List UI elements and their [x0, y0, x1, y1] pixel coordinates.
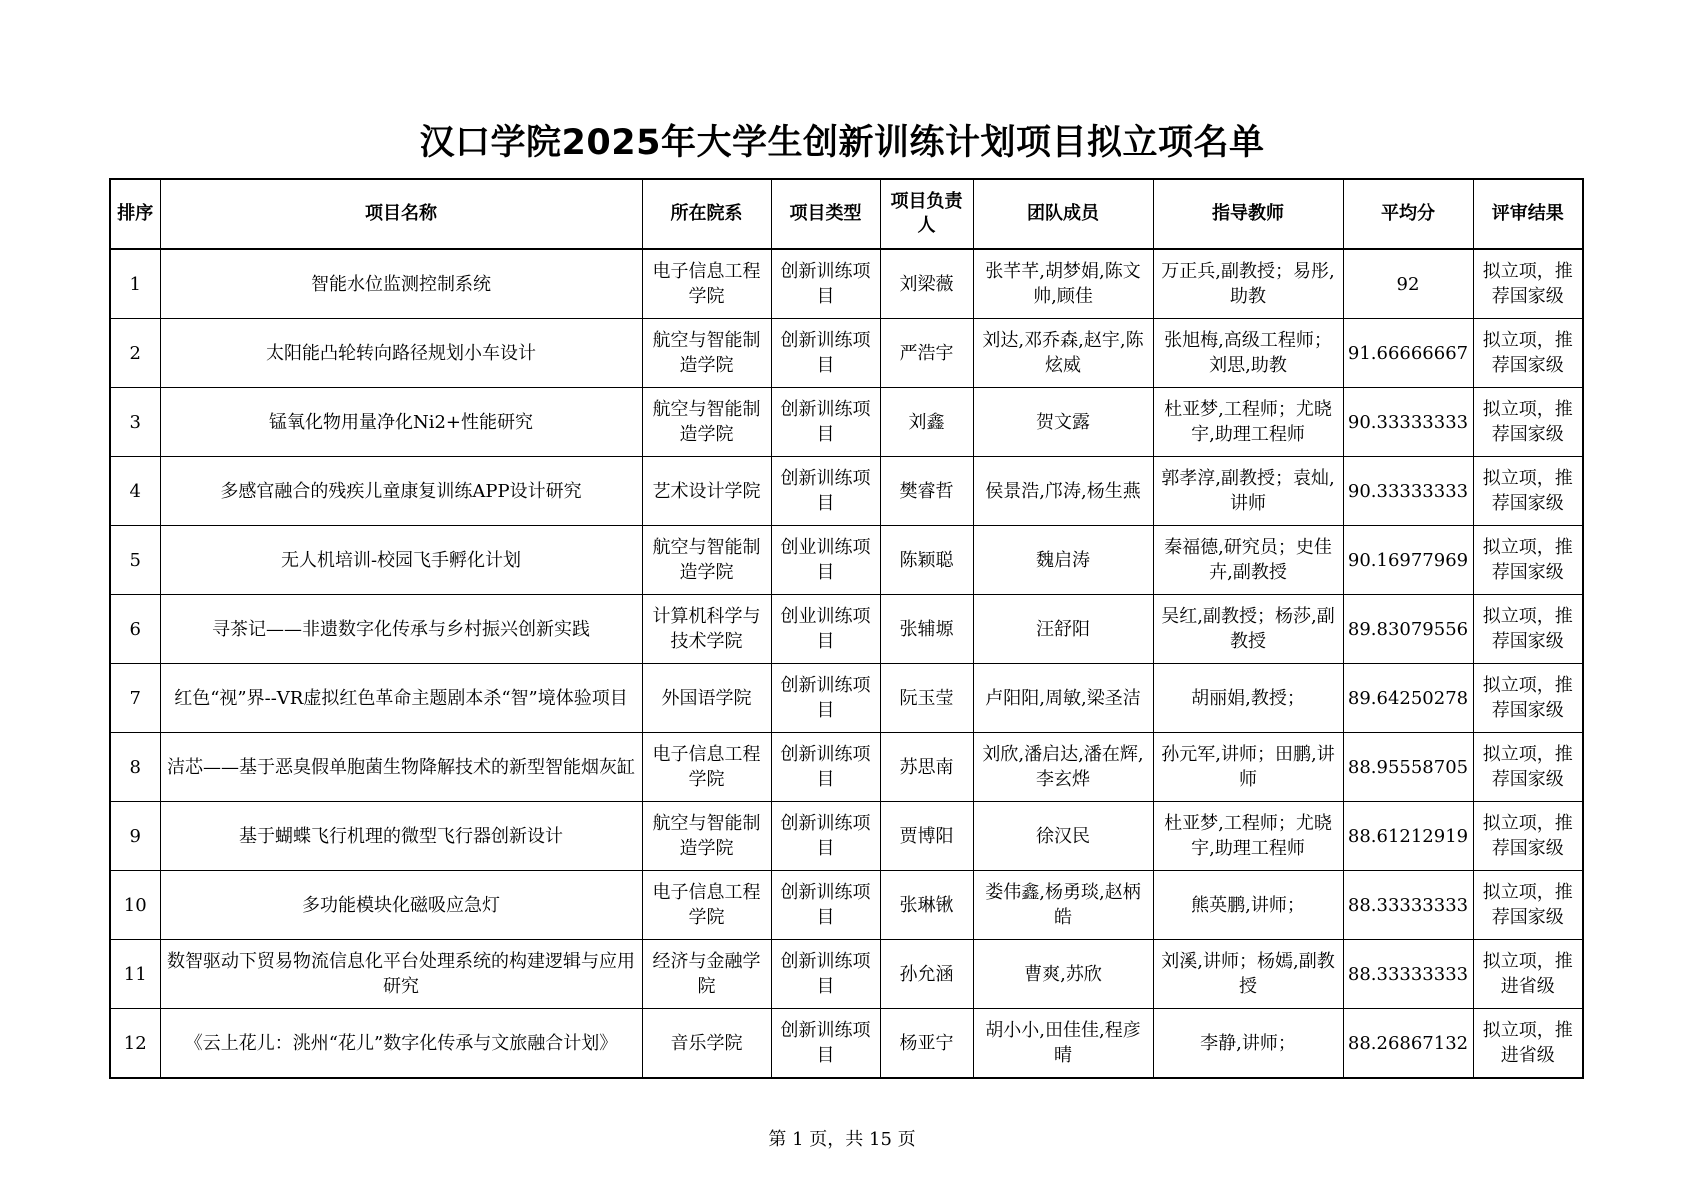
column-header-rank: 排序 [110, 179, 160, 249]
cell-team-members: 卢阳阳,周敏,梁圣洁 [973, 664, 1153, 733]
cell-review-result: 拟立项，推荐国家级 [1473, 802, 1583, 871]
cell-advisor: 吴红,副教授；杨莎,副教授 [1153, 595, 1343, 664]
table-row [110, 871, 1583, 940]
cell-advisor: 李静,讲师； [1153, 1009, 1343, 1079]
column-header-project-name: 项目名称 [160, 179, 642, 249]
table-row [110, 388, 1583, 457]
cell-project-type: 创新训练项目 [771, 733, 880, 802]
cell-department: 音乐学院 [642, 1009, 771, 1079]
cell-leader: 樊睿哲 [880, 457, 973, 526]
column-header-team-members: 团队成员 [973, 179, 1153, 249]
cell-advisor: 秦福德,研究员；史佳卉,副教授 [1153, 526, 1343, 595]
cell-project-name: 基于蝴蝶飞行机理的微型飞行器创新设计 [160, 802, 642, 871]
cell-team-members: 贺文露 [973, 388, 1153, 457]
cell-project-name: 多功能模块化磁吸应急灯 [160, 871, 642, 940]
cell-project-name: 数智驱动下贸易物流信息化平台处理系统的构建逻辑与应用研究 [160, 940, 642, 1009]
cell-advisor: 郭孝淳,副教授；袁灿,讲师 [1153, 457, 1343, 526]
column-header-advisor: 指导教师 [1153, 179, 1343, 249]
cell-project-type: 创新训练项目 [771, 664, 880, 733]
cell-rank: 10 [110, 871, 160, 940]
document-title: 汉口学院2025年大学生创新训练计划项目拟立项名单 [419, 123, 1265, 163]
cell-advisor: 刘溪,讲师；杨嫣,副教授 [1153, 940, 1343, 1009]
cell-review-result: 拟立项，推荐国家级 [1473, 457, 1583, 526]
cell-average-score: 89.83079556 [1343, 595, 1473, 664]
table-header-row [110, 179, 1583, 249]
cell-advisor: 熊英鹏,讲师； [1153, 871, 1343, 940]
cell-department: 经济与金融学院 [642, 940, 771, 1009]
cell-department: 艺术设计学院 [642, 457, 771, 526]
cell-advisor: 胡丽娟,教授； [1153, 664, 1343, 733]
cell-advisor: 张旭梅,高级工程师；刘思,助教 [1153, 319, 1343, 388]
table-row [110, 595, 1583, 664]
cell-rank: 2 [110, 319, 160, 388]
cell-rank: 9 [110, 802, 160, 871]
cell-department: 电子信息工程学院 [642, 733, 771, 802]
cell-average-score: 88.61212919 [1343, 802, 1473, 871]
cell-rank: 12 [110, 1009, 160, 1079]
cell-project-name: 太阳能凸轮转向路径规划小车设计 [160, 319, 642, 388]
cell-leader: 严浩宇 [880, 319, 973, 388]
column-header-project-type: 项目类型 [771, 179, 880, 249]
cell-rank: 11 [110, 940, 160, 1009]
cell-rank: 7 [110, 664, 160, 733]
cell-department: 外国语学院 [642, 664, 771, 733]
cell-team-members: 胡小小,田佳佳,程彦晴 [973, 1009, 1153, 1079]
cell-team-members: 徐汉民 [973, 802, 1153, 871]
cell-average-score: 88.33333333 [1343, 940, 1473, 1009]
table-row [110, 319, 1583, 388]
cell-rank: 5 [110, 526, 160, 595]
cell-project-name: 多感官融合的残疾儿童康复训练APP设计研究 [160, 457, 642, 526]
table-row [110, 1009, 1583, 1079]
cell-department: 电子信息工程学院 [642, 249, 771, 319]
cell-department: 电子信息工程学院 [642, 871, 771, 940]
cell-department: 航空与智能制造学院 [642, 388, 771, 457]
cell-average-score: 88.95558705 [1343, 733, 1473, 802]
cell-department: 航空与智能制造学院 [642, 526, 771, 595]
cell-project-type: 创新训练项目 [771, 319, 880, 388]
column-header-leader: 项目负责人 [880, 179, 973, 249]
cell-average-score: 88.33333333 [1343, 871, 1473, 940]
cell-average-score: 92 [1343, 249, 1473, 319]
cell-leader: 张琳锹 [880, 871, 973, 940]
cell-project-name: 寻茶记——非遗数字化传承与乡村振兴创新实践 [160, 595, 642, 664]
cell-project-name: 洁芯——基于恶臭假单胞菌生物降解技术的新型智能烟灰缸 [160, 733, 642, 802]
cell-leader: 刘梁薇 [880, 249, 973, 319]
cell-team-members: 刘达,邓乔森,赵宇,陈炫威 [973, 319, 1153, 388]
cell-department: 计算机科学与技术学院 [642, 595, 771, 664]
table-row [110, 664, 1583, 733]
table-row [110, 802, 1583, 871]
cell-review-result: 拟立项，推荐国家级 [1473, 595, 1583, 664]
cell-project-type: 创新训练项目 [771, 802, 880, 871]
cell-project-type: 创新训练项目 [771, 457, 880, 526]
cell-rank: 6 [110, 595, 160, 664]
table-row [110, 457, 1583, 526]
cell-project-type: 创业训练项目 [771, 526, 880, 595]
table-row [110, 249, 1583, 319]
cell-project-name: 智能水位监测控制系统 [160, 249, 642, 319]
cell-advisor: 杜亚梦,工程师；尤晓宇,助理工程师 [1153, 388, 1343, 457]
cell-rank: 1 [110, 249, 160, 319]
cell-project-name: 锰氧化物用量净化Ni2+性能研究 [160, 388, 642, 457]
cell-project-name: 红色“视”界--VR虚拟红色革命主题剧本杀“智”境体验项目 [160, 664, 642, 733]
cell-team-members: 娄伟鑫,杨勇琰,赵柄皓 [973, 871, 1153, 940]
cell-team-members: 曹爽,苏欣 [973, 940, 1153, 1009]
cell-leader: 贾博阳 [880, 802, 973, 871]
cell-leader: 刘鑫 [880, 388, 973, 457]
cell-project-name: 《云上花儿：洮州“花儿”数字化传承与文旅融合计划》 [160, 1009, 642, 1079]
column-header-review-result: 评审结果 [1473, 179, 1583, 249]
cell-review-result: 拟立项，推荐国家级 [1473, 388, 1583, 457]
cell-leader: 苏思南 [880, 733, 973, 802]
cell-project-type: 创新训练项目 [771, 1009, 880, 1079]
cell-team-members: 魏启涛 [973, 526, 1153, 595]
cell-leader: 陈颖聪 [880, 526, 973, 595]
cell-department: 航空与智能制造学院 [642, 319, 771, 388]
cell-project-type: 创业训练项目 [771, 595, 880, 664]
cell-review-result: 拟立项，推进省级 [1473, 940, 1583, 1009]
cell-average-score: 89.64250278 [1343, 664, 1473, 733]
cell-advisor: 万正兵,副教授；易彤,助教 [1153, 249, 1343, 319]
cell-review-result: 拟立项，推进省级 [1473, 1009, 1583, 1079]
cell-review-result: 拟立项，推荐国家级 [1473, 733, 1583, 802]
cell-team-members: 张芊芊,胡梦娟,陈文帅,顾佳 [973, 249, 1153, 319]
cell-leader: 杨亚宁 [880, 1009, 973, 1079]
project-list-table [109, 178, 1584, 1079]
table-row [110, 526, 1583, 595]
cell-team-members: 刘欣,潘启达,潘在辉,李玄烨 [973, 733, 1153, 802]
page-number-footer: 第 1 页，共 15 页 [768, 1129, 916, 1150]
cell-rank: 4 [110, 457, 160, 526]
cell-project-name: 无人机培训-校园飞手孵化计划 [160, 526, 642, 595]
cell-leader: 阮玉莹 [880, 664, 973, 733]
cell-leader: 孙允涵 [880, 940, 973, 1009]
cell-review-result: 拟立项，推荐国家级 [1473, 526, 1583, 595]
cell-project-type: 创新训练项目 [771, 871, 880, 940]
column-header-department: 所在院系 [642, 179, 771, 249]
cell-average-score: 90.16977969 [1343, 526, 1473, 595]
cell-review-result: 拟立项，推荐国家级 [1473, 319, 1583, 388]
cell-advisor: 孙元军,讲师；田鹏,讲师 [1153, 733, 1343, 802]
cell-rank: 8 [110, 733, 160, 802]
cell-leader: 张辅塬 [880, 595, 973, 664]
column-header-average-score: 平均分 [1343, 179, 1473, 249]
cell-project-type: 创新训练项目 [771, 249, 880, 319]
cell-review-result: 拟立项，推荐国家级 [1473, 664, 1583, 733]
cell-project-type: 创新训练项目 [771, 940, 880, 1009]
cell-review-result: 拟立项，推荐国家级 [1473, 871, 1583, 940]
cell-department: 航空与智能制造学院 [642, 802, 771, 871]
cell-average-score: 90.33333333 [1343, 457, 1473, 526]
table-row [110, 733, 1583, 802]
cell-average-score: 88.26867132 [1343, 1009, 1473, 1079]
table-row [110, 940, 1583, 1009]
cell-average-score: 90.33333333 [1343, 388, 1473, 457]
cell-project-type: 创新训练项目 [771, 388, 880, 457]
cell-team-members: 侯景浩,邝涛,杨生燕 [973, 457, 1153, 526]
cell-team-members: 汪舒阳 [973, 595, 1153, 664]
cell-review-result: 拟立项，推荐国家级 [1473, 249, 1583, 319]
cell-rank: 3 [110, 388, 160, 457]
cell-advisor: 杜亚梦,工程师；尤晓宇,助理工程师 [1153, 802, 1343, 871]
cell-average-score: 91.66666667 [1343, 319, 1473, 388]
